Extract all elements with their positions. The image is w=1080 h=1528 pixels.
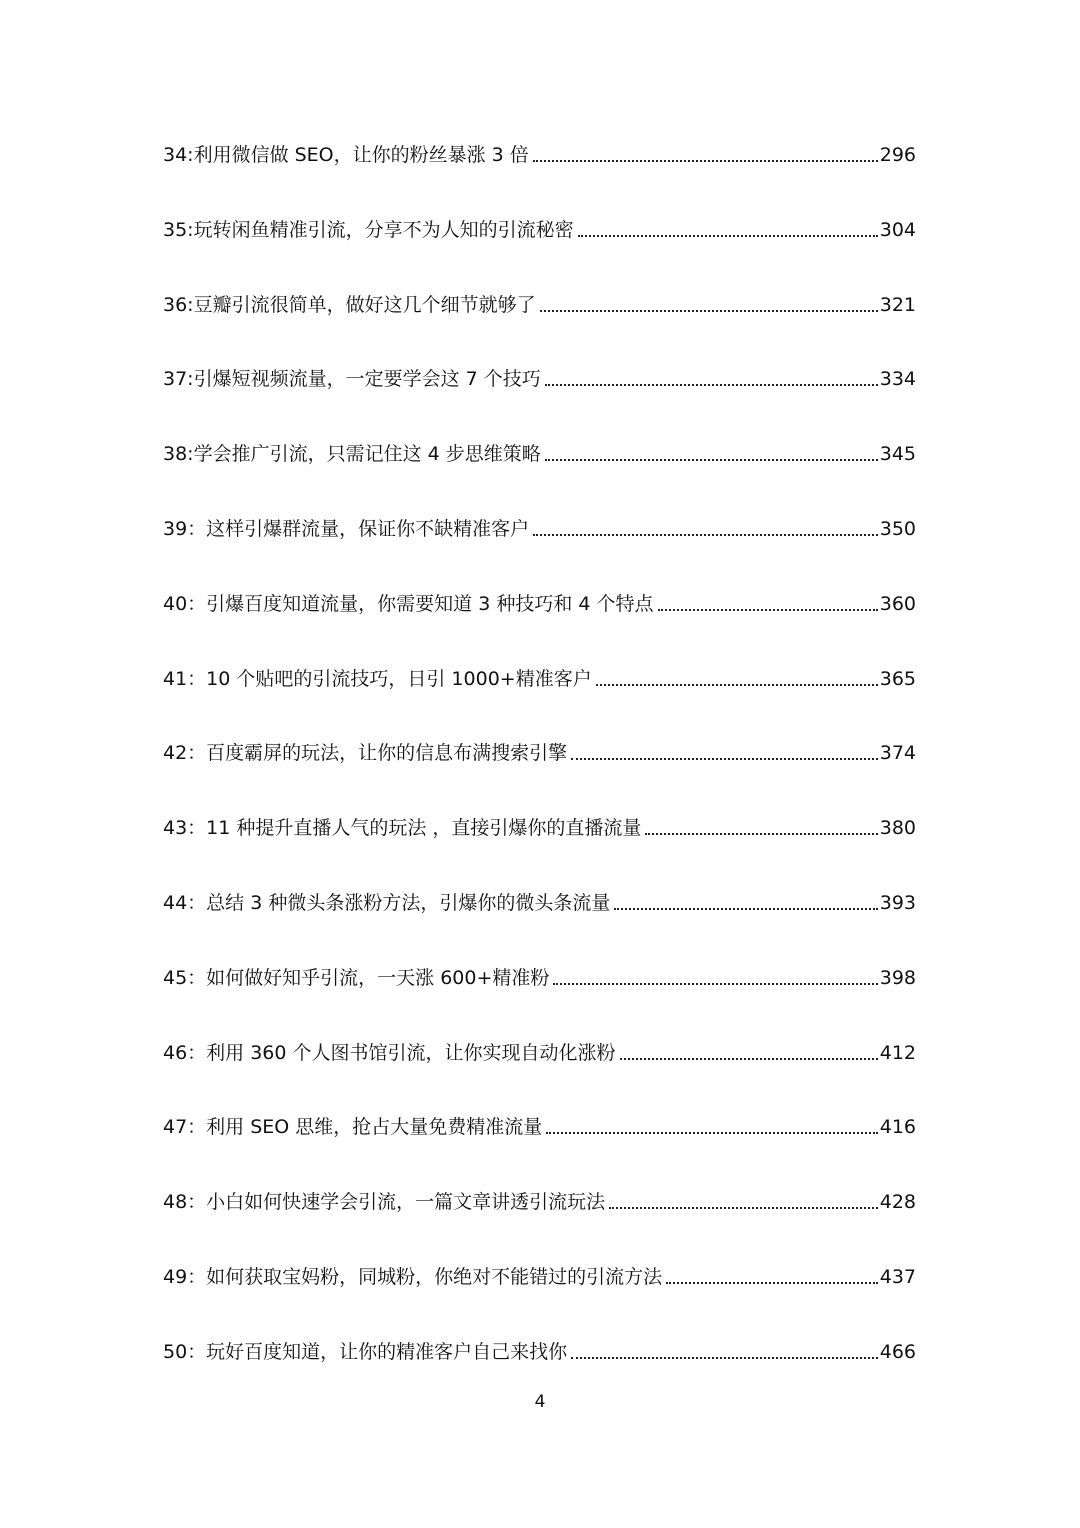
dot-leader <box>545 384 878 386</box>
toc-entry-page: 374 <box>879 742 916 765</box>
toc-entry[interactable] <box>163 320 916 395</box>
toc-entry-page: 412 <box>879 1041 916 1064</box>
dot-leader <box>533 534 878 536</box>
toc-entry-page: 365 <box>879 667 916 690</box>
toc-entry[interactable] <box>163 843 916 918</box>
toc-entry-title: 37:引爆短视频流量，一定要学会这 7 个技巧 <box>163 368 541 391</box>
toc-entry[interactable] <box>163 1068 916 1143</box>
table-of-contents <box>163 140 916 1367</box>
toc-entry-page: 466 <box>879 1340 916 1363</box>
toc-entry-page: 428 <box>879 1191 916 1214</box>
toc-entry[interactable] <box>163 1217 916 1292</box>
toc-entry[interactable] <box>163 140 916 170</box>
toc-entry[interactable] <box>163 544 916 619</box>
toc-entry-title: 46：利用 360 个人图书馆引流，让你实现自动化涨粉 <box>163 1041 616 1064</box>
toc-entry-page: 321 <box>879 293 916 316</box>
toc-entry[interactable] <box>163 918 916 993</box>
dot-leader <box>620 1058 878 1060</box>
toc-entry[interactable] <box>163 170 916 245</box>
toc-entry-title: 44：总结 3 种微头条涨粉方法，引爆你的微头条流量 <box>163 891 611 914</box>
toc-entry[interactable] <box>163 768 916 843</box>
dot-leader <box>578 235 878 237</box>
toc-entry-page: 380 <box>879 817 916 840</box>
toc-entry[interactable] <box>163 993 916 1068</box>
toc-entry[interactable] <box>163 394 916 469</box>
toc-entry-title: 36:豆瓣引流很简单，做好这几个细节就够了 <box>163 293 536 316</box>
toc-entry-title: 48：小白如何快速学会引流，一篇文章讲透引流玩法 <box>163 1191 606 1214</box>
dot-leader <box>553 983 877 985</box>
toc-entry[interactable] <box>163 1292 916 1367</box>
toc-entry[interactable] <box>163 469 916 544</box>
dot-leader <box>533 160 878 162</box>
dot-leader <box>540 310 878 312</box>
toc-entry-page: 393 <box>879 891 916 914</box>
toc-entry-title: 40：引爆百度知道流量，你需要知道 3 种技巧和 4 个特点 <box>163 592 654 615</box>
dot-leader <box>545 459 878 461</box>
dot-leader <box>546 1132 877 1134</box>
toc-entry-title: 45：如何做好知乎引流，一天涨 600+精准粉 <box>163 966 550 989</box>
toc-entry-page: 304 <box>879 218 916 241</box>
toc-entry-title: 35:玩转闲鱼精准引流，分享不为人知的引流秘密 <box>163 218 574 241</box>
toc-entry[interactable] <box>163 245 916 320</box>
dot-leader <box>666 1282 878 1284</box>
toc-entry[interactable] <box>163 619 916 694</box>
toc-entry-title: 49：如何获取宝妈粉，同城粉，你绝对不能错过的引流方法 <box>163 1265 663 1288</box>
toc-entry-page: 360 <box>879 592 916 615</box>
dot-leader <box>658 609 878 611</box>
dot-leader <box>571 1357 878 1359</box>
toc-entry-title: 43：11 种提升直播人气的玩法 ，直接引爆你的直播流量 <box>163 817 642 840</box>
toc-entry-page: 296 <box>879 144 916 166</box>
toc-entry-title: 47：利用 SEO 思维，抢占大量免费精准流量 <box>163 1116 543 1139</box>
dot-leader <box>609 1207 878 1209</box>
toc-entry-page: 350 <box>879 517 916 540</box>
toc-entry[interactable] <box>163 694 916 769</box>
toc-entry-title: 34:利用微信做 SEO，让你的粉丝暴涨 3 倍 <box>163 144 529 166</box>
toc-entry-title: 50：玩好百度知道，让你的精准客户自己来找你 <box>163 1340 568 1363</box>
toc-entry-title: 39：这样引爆群流量，保证你不缺精准客户 <box>163 517 530 540</box>
toc-entry-title: 38:学会推广引流，只需记住这 4 步思维策略 <box>163 443 541 466</box>
dot-leader <box>596 684 878 686</box>
toc-entry-title: 41：10 个贴吧的引流技巧，日引 1000+精准客户 <box>163 667 592 690</box>
page-number: 4 <box>534 1392 546 1412</box>
dot-leader <box>571 758 878 760</box>
toc-entry-page: 345 <box>879 443 916 466</box>
toc-entry-page: 334 <box>879 368 916 391</box>
toc-entry-page: 416 <box>879 1116 916 1139</box>
dot-leader <box>645 833 877 835</box>
toc-entry-page: 398 <box>879 966 916 989</box>
dot-leader <box>614 908 877 910</box>
toc-entry-page: 437 <box>879 1265 916 1288</box>
toc-entry-title: 42：百度霸屏的玩法，让你的信息布满搜索引擎 <box>163 742 568 765</box>
toc-entry[interactable] <box>163 1142 916 1217</box>
